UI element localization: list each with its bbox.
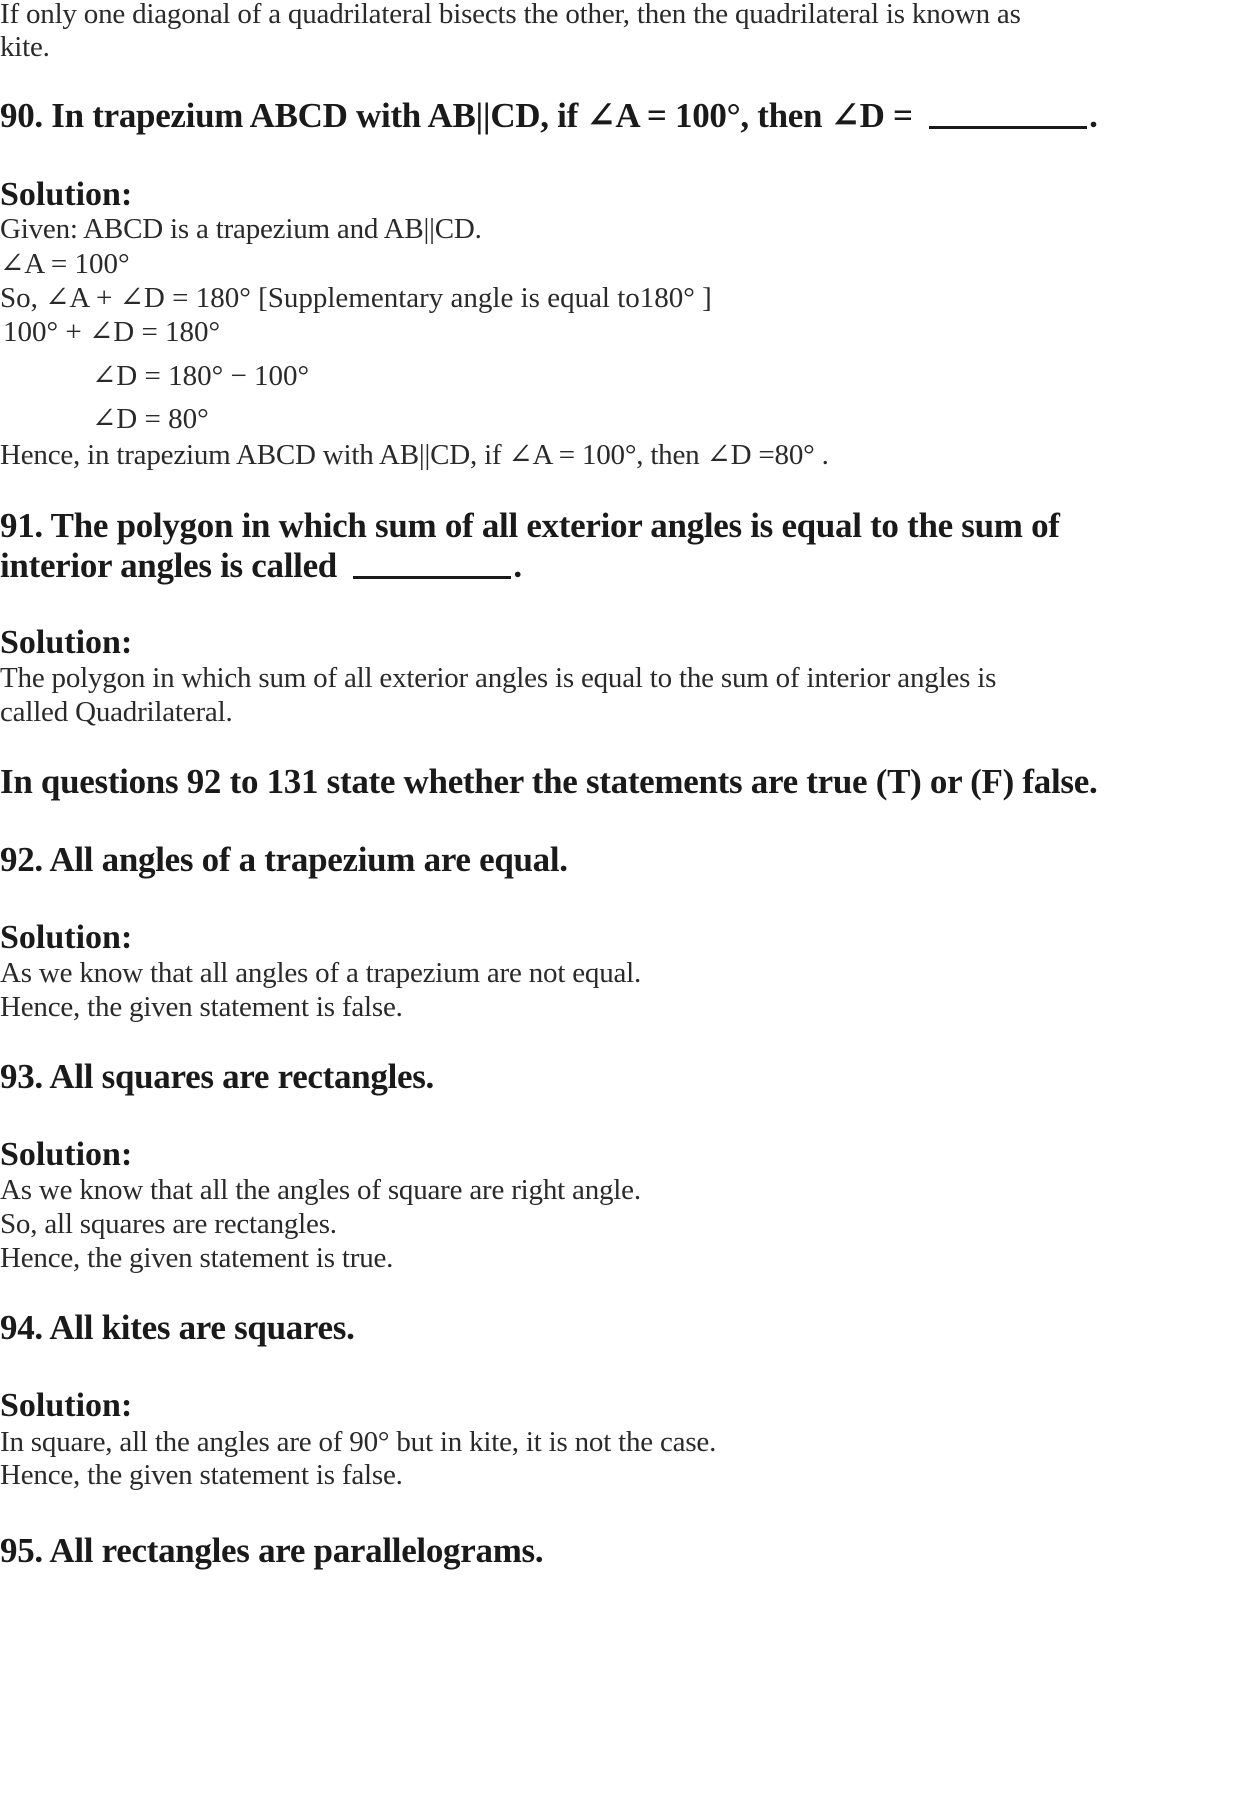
q90-solution-line-6: ∠D = 80°: [92, 403, 209, 435]
question-91-text: interior angles is called: [0, 546, 346, 585]
solution-label-94: Solution:: [0, 1387, 133, 1424]
question-95: 95. All rectangles are parallelograms.: [0, 1531, 544, 1570]
solution-label-90: Solution:: [0, 176, 133, 213]
q90-solution-line-4: 100° + ∠D = 180°: [3, 316, 221, 348]
solution-label-92: Solution:: [0, 919, 133, 956]
q90-solution-line-5: ∠D = 180° − 100°: [92, 360, 310, 392]
q91-solution-line-2: called Quadrilateral.: [0, 696, 233, 728]
question-93: 93. All squares are rectangles.: [0, 1057, 435, 1096]
intro-line-1: If only one diagonal of a quadrilateral bisects the other, then the quadrilateral is known as: [0, 0, 1021, 30]
answer-blank: [929, 126, 1087, 129]
answer-blank: [353, 576, 511, 579]
q90-solution-conclusion: Hence, in trapezium ABCD with AB||CD, if ∠A = 100°, then ∠D =80° .: [0, 439, 829, 471]
section-instruction: In questions 92 to 131 state whether the statements are true (T) or (F) false.: [0, 762, 1098, 801]
q90-solution-line-1: Given: ABCD is a trapezium and AB||CD.: [0, 213, 482, 245]
q93-solution-line-3: Hence, the given statement is true.: [0, 1242, 394, 1274]
solution-label-93: Solution:: [0, 1136, 133, 1173]
q93-solution-line-1: As we know that all the angles of square are right angle.: [0, 1174, 641, 1206]
intro-line-2: kite.: [0, 31, 50, 63]
question-92: 92. All angles of a trapezium are equal.: [0, 840, 568, 879]
q94-solution-line-1: In square, all the angles are of 90° but in kite, it is not the case.: [0, 1426, 717, 1458]
q94-solution-line-2: Hence, the given statement is false.: [0, 1459, 403, 1491]
q92-solution-line-2: Hence, the given statement is false.: [0, 991, 403, 1023]
question-90: [0, 98, 1098, 133]
q93-solution-line-2: So, all squares are rectangles.: [0, 1208, 337, 1240]
question-94: 94. All kites are squares.: [0, 1308, 355, 1347]
q92-solution-line-1: As we know that all angles of a trapezium are not equal.: [0, 957, 642, 989]
question-90-period: .: [1089, 96, 1098, 135]
question-91-line-1: 91. The polygon in which sum of all exterior angles is equal to the sum of: [0, 506, 1060, 545]
question-91-period: .: [513, 546, 522, 585]
question-90-text: 90. In trapezium ABCD with AB||CD, if ∠A = 100°, then ∠D =: [0, 96, 922, 135]
question-91-line-2: [0, 548, 522, 583]
q91-solution-line-1: The polygon in which sum of all exterior angles is equal to the sum of interior angles is: [0, 662, 997, 694]
q90-solution-line-3: So, ∠A + ∠D = 180° [Supplementary angle is equal to180° ]: [0, 282, 712, 314]
solution-label-91: Solution:: [0, 624, 133, 661]
q90-solution-line-2: ∠A = 100°: [0, 248, 130, 280]
